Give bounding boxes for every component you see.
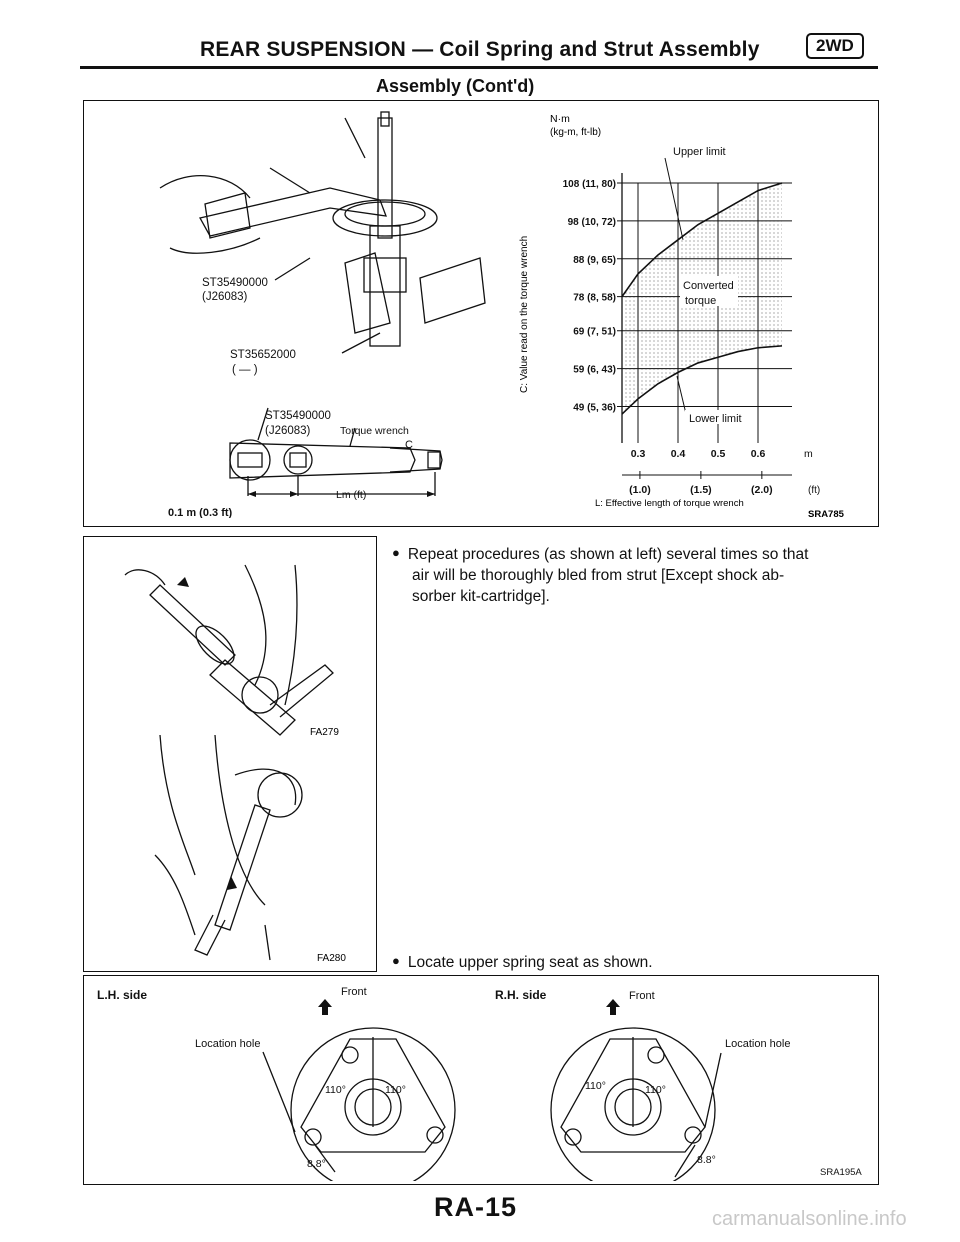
y-tick-label: 108 (11, 80) bbox=[562, 179, 616, 190]
upper-limit-leader bbox=[665, 158, 683, 240]
angle-lh-right: 110° bbox=[385, 1084, 406, 1096]
lower-limit-label: Lower limit bbox=[689, 413, 742, 425]
x-tick-label-ft: (1.0) bbox=[629, 484, 651, 496]
strut-bleed-illustration bbox=[95, 545, 370, 965]
x-tick-label-m: 0.4 bbox=[670, 448, 686, 460]
page-title: REAR SUSPENSION — Coil Spring and Strut Assembly bbox=[200, 38, 760, 61]
x-tick-label-m: 0.3 bbox=[630, 448, 646, 460]
angle-rh-right: 110° bbox=[645, 1084, 666, 1096]
figure-code-sra195a: SRA195A bbox=[820, 1167, 862, 1178]
y-tick-label: 49 (5, 36) bbox=[573, 402, 616, 414]
y-tick-label: 78 (8, 58) bbox=[573, 292, 616, 304]
torque-wrench-label: Torque wrench bbox=[340, 425, 409, 437]
tool-label-3b: (J26083) bbox=[265, 425, 311, 437]
front-label-rh: Front bbox=[629, 990, 655, 1002]
model-badge: 2WD bbox=[806, 33, 864, 59]
watermark: carmanualsonline.info bbox=[712, 1208, 907, 1230]
x-unit-m: m bbox=[804, 448, 813, 460]
chart-y-axis-label: C: Value read on the torque wrench bbox=[519, 235, 530, 393]
y-tick-label: 59 (6, 43) bbox=[573, 364, 616, 376]
bullet-locate-text: Locate upper spring seat as shown. bbox=[407, 954, 653, 971]
converted-label: Converted bbox=[683, 280, 734, 292]
tool-label-2b: ( — ) bbox=[232, 364, 258, 376]
angle-rh-left: 110° bbox=[585, 1080, 606, 1092]
x-tick-label-m: 0.6 bbox=[750, 448, 766, 460]
bullet-repeat-procedures: ● Repeat procedures (as shown at left) several times so that air will be thoroughly bled from strut [Except shock ab- sorber kit-cartridge]. bbox=[392, 545, 809, 605]
y-tick-label: 98 (10, 72) bbox=[567, 216, 616, 228]
header-rule bbox=[80, 66, 878, 69]
upper-limit-label: Upper limit bbox=[673, 146, 726, 158]
tool-label-2: ST35652000 bbox=[230, 349, 296, 361]
rh-side-label: R.H. side bbox=[495, 988, 547, 1002]
angle-lh-left: 110° bbox=[325, 1084, 346, 1096]
x-unit-ft: (ft) bbox=[808, 485, 821, 496]
figure-code-fa280: FA280 bbox=[317, 953, 346, 964]
page-number: RA-15 bbox=[434, 1192, 518, 1222]
lm-label: Lm (ft) bbox=[336, 489, 367, 501]
front-arrow-icon bbox=[606, 999, 620, 1015]
location-hole-label-lh: Location hole bbox=[195, 1038, 261, 1050]
angle-88-rh: 8.8° bbox=[697, 1154, 716, 1166]
angle-88-lh: 8.8° bbox=[307, 1158, 326, 1170]
bullet-repeat-line-2: air will be thoroughly bled from strut [Except shock ab- bbox=[412, 567, 785, 584]
tool-label-1b: (J26083) bbox=[202, 291, 248, 303]
chart-unit-label: N·m bbox=[550, 113, 570, 125]
x-tick-label-ft: (2.0) bbox=[751, 484, 773, 496]
lh-side-label: L.H. side bbox=[97, 988, 148, 1002]
tool-label-3: ST35490000 bbox=[265, 410, 331, 422]
bullet-locate-seat: ● Locate upper spring seat as shown. bbox=[392, 953, 653, 971]
bullet-repeat-line-3: sorber kit-cartridge]. bbox=[412, 588, 550, 605]
chart-x-axis-label: L: Effective length of torque wrench bbox=[595, 498, 744, 509]
tool-label-1: ST35490000 bbox=[202, 277, 268, 289]
strut-wrench-illustration bbox=[150, 108, 500, 518]
torque-label: torque bbox=[685, 295, 717, 307]
y-tick-label: 69 (7, 51) bbox=[573, 326, 616, 338]
x-tick-label-m: 0.5 bbox=[710, 448, 726, 460]
page-subtitle: Assembly (Cont'd) bbox=[376, 76, 535, 96]
c-label: C bbox=[405, 439, 413, 451]
y-tick-label: 88 (9, 65) bbox=[573, 254, 616, 266]
spring-seat-illustration bbox=[85, 977, 875, 1181]
x-tick-label-ft: (1.5) bbox=[690, 484, 712, 496]
chart-unit-label-2: (kg-m, ft-lb) bbox=[550, 127, 602, 138]
front-label-lh: Front bbox=[341, 986, 367, 998]
figure-code-sra785: SRA785 bbox=[808, 509, 844, 520]
distance-label: 0.1 m (0.3 ft) bbox=[168, 507, 233, 518]
bullet-repeat-line-1: Repeat procedures (as shown at left) several times so that bbox=[407, 546, 809, 563]
torque-chart bbox=[505, 108, 877, 523]
front-arrow-icon bbox=[318, 999, 332, 1015]
location-hole-label-rh: Location hole bbox=[725, 1038, 791, 1050]
figure-code-fa279: FA279 bbox=[310, 727, 339, 738]
